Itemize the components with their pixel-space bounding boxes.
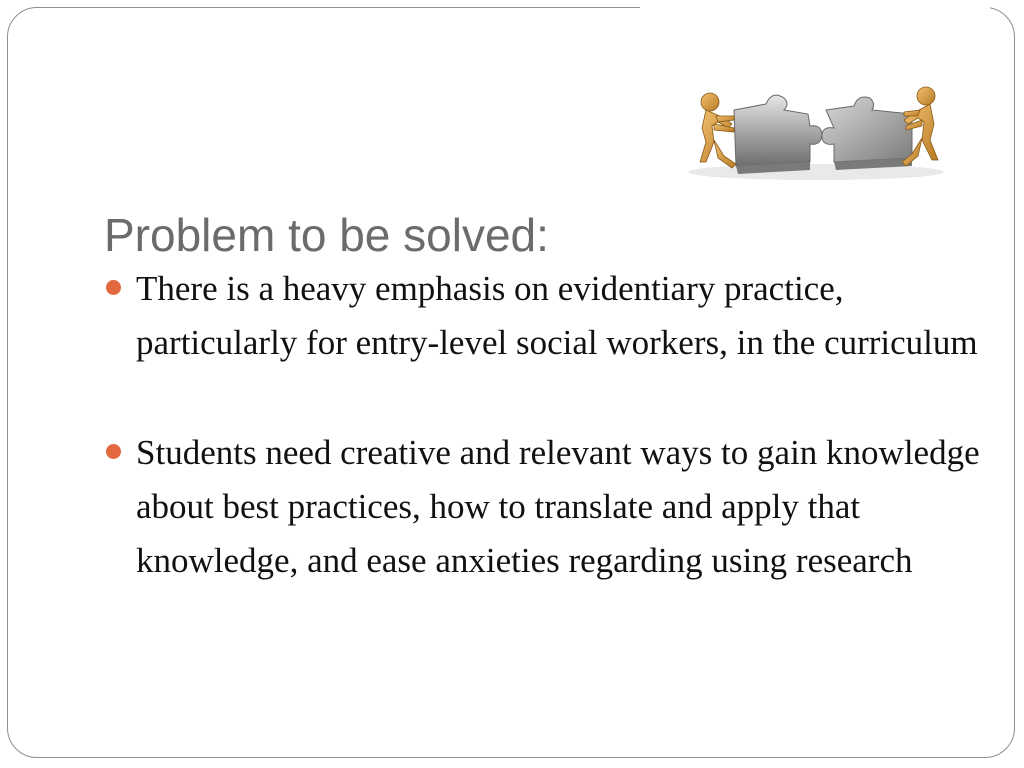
bullet-item [104,426,984,588]
bullet-text: Students need creative and relevant ways to gain knowledge about best practices, how to translate and apply that knowledge, and ease anxieties regarding using research [136,433,980,580]
puzzle-pieces-figures-icon [676,80,958,184]
bullet-item [104,262,984,370]
bullet-list [104,262,984,588]
puzzle-piece-left [734,95,822,174]
slide-title: Problem to be solved: [104,209,549,261]
bullet-dot-icon [106,280,121,295]
bullet-text: There is a heavy emphasis on evidentiary practice, particularly for entry-level social workers, in the curriculum [136,269,978,362]
left-figure [700,93,736,168]
puzzle-piece-right [822,97,912,170]
border-gap [640,3,990,11]
bullet-dot-icon [106,444,121,459]
